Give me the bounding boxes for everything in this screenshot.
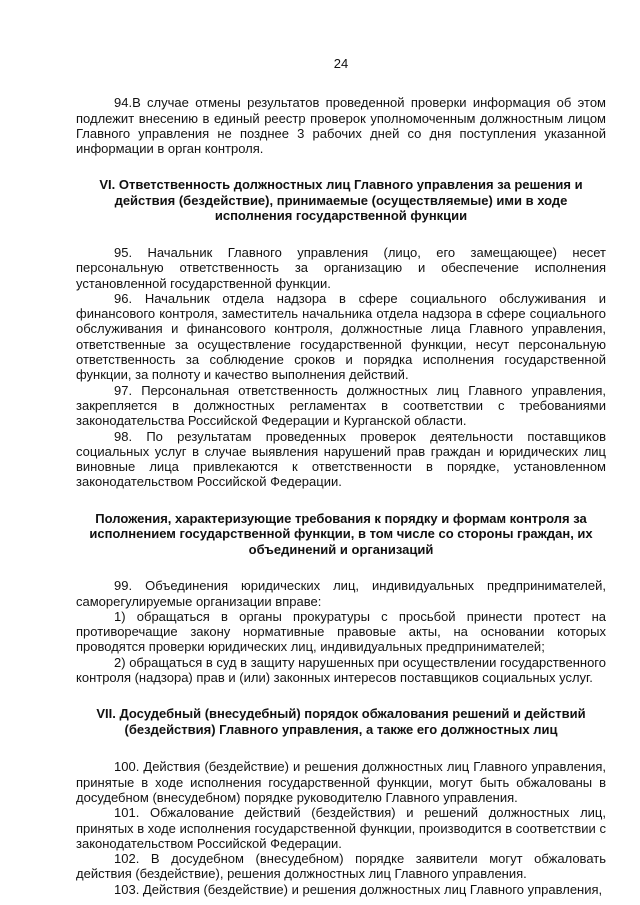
paragraph-101: 101. Обжалование действий (бездействия) и решений должностных лиц, принятых в ходе исполнения государственной функции, производится в соответствии с законодательством Российской Федерации. (76, 805, 606, 851)
paragraph-100: 100. Действия (бездействие) и решения должностных лиц Главного управления, принятые в ходе исполнения государственной функции, могут быть обжалованы в досудебном (внесудебном) порядке руководителю Главного управления. (76, 759, 606, 805)
paragraph-102: 102. В досудебном (внесудебном) порядке заявители могут обжаловать действия (бездействие), решения должностных лиц Главного управления. (76, 851, 606, 882)
paragraph-96: 96. Начальник отдела надзора в сфере социального обслуживания и финансового контроля, заместитель начальника отдела надзора в сфере социального обслуживания и финансового контроля, должностные лица Главного управления, ответственные за осуществление государственной функции, несут персональную ответственность за соблюдение сроков и порядка исполнения государственной функции, за полноту и качество выполнения действий. (76, 290, 606, 383)
section-heading-control: Положения, характеризующие требования к порядку и формам контроля за исполнением государственной функции, в том числе со стороны граждан, их объединений и организаций (89, 510, 593, 557)
paragraph-94: 94.В случае отмены результатов проведенной проверки информация об этом подлежит внесению в единый реестр проверок уполномоченным должностным лицом Главного управления не позднее 3 рабочих дней со дня поступления указанной информации в орган контроля. (76, 95, 606, 157)
paragraph-95: 95. Начальник Главного управления (лицо, его замещающее) несет персональную ответственность за организацию и обеспечение исполнения установленной государственной функции. (76, 244, 606, 291)
section-heading-vi: VI. Ответственность должностных лиц Главного управления за решения и действия (бездействие), принимаемые (осуществляемые) ими в ходе исполнения государственной функции (99, 177, 583, 224)
page-number: 24 (333, 56, 349, 71)
section-heading-vii: VII. Досудебный (внесудебный) порядок обжалования решений и действий (бездействия) Главного управления, а также его должностных лиц (96, 706, 586, 737)
paragraph-99-item-1: 1) обращаться в органы прокуратуры с просьбой принести протест на противоречащие закону нормативные правовые акты, на основании которых проводятся проверки юридических лиц, индивидуальных предпринимателей; (76, 608, 606, 655)
paragraph-98: 98. По результатам проведенных проверок деятельности поставщиков социальных услуг в случае выявления нарушений прав граждан и юридических лиц виновные лица привлекаются к ответственности в порядке, установленном законодательством Российской Федерации. (76, 428, 606, 490)
paragraph-99-item-2: 2) обращаться в суд в защиту нарушенных при осуществлении государственного контроля (надзора) прав и (или) законных интересов поставщиков социальных услуг. (76, 654, 606, 686)
paragraph-103: 103. Действия (бездействие) и решения должностных лиц Главного управления, (114, 881, 603, 897)
paragraph-97: 97. Персональная ответственность должностных лиц Главного управления, закрепляется в должностных регламентах в соответствии с требованиями законодательства Российской Федерации и Курганской области. (76, 382, 606, 429)
paragraph-99: 99. Объединения юридических лиц, индивидуальных предпринимателей, саморегулируемые организации вправе: (76, 578, 606, 609)
